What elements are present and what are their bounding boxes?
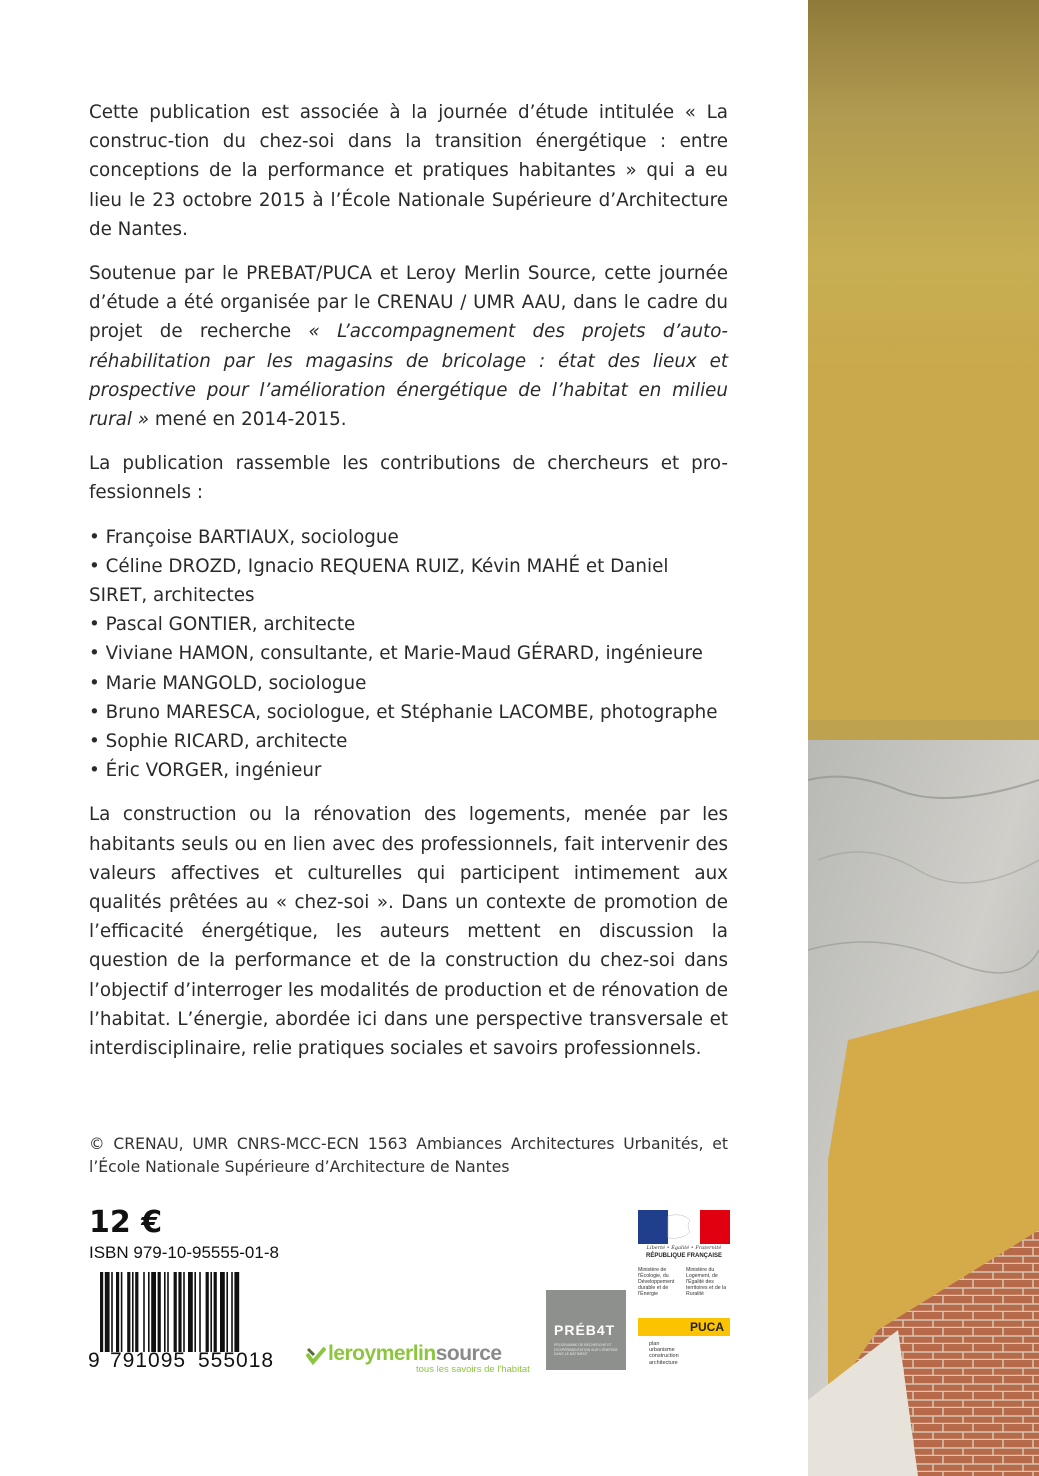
rf-name: RÉPUBLIQUE FRANÇAISE — [645, 1253, 722, 1259]
barcode-bar — [158, 1272, 161, 1352]
intro-paragraph: Cette publication est associée à la journée d’étude intitulée « La construc-tion du chez-soi dans la transition énergétique : entre conceptions de la performance et pratiques habitantes » qui a eu lieu le 23 octobre 2015 à l’École Nationale Supérieure d’Architecture de Nantes. — [89, 102, 728, 240]
lm-name-grey: source — [435, 1342, 502, 1365]
barcode-bar — [100, 1272, 103, 1352]
rf-motto: Liberté • Égalité • Fraternité — [646, 1245, 722, 1251]
project-title: « L’accompagnement des projets d’auto-réhabilitation par les magasins de bricolage : état des lieux et prospective pour l’amélioration énergétique de l’habitat en milieu rural » — [89, 321, 728, 431]
barcode-bar — [132, 1272, 134, 1352]
barcode-bar — [167, 1272, 169, 1352]
support-intro: Soutenue par le PREBAT/PUCA et Leroy Merlin Source, cette journée d’étude a été organisée par le CRENAU / UMR AAU, dans le cadre du projet de recherche — [89, 263, 728, 343]
barcode-bar — [151, 1272, 156, 1352]
cover-photo-strip — [808, 0, 1039, 1476]
ministry-housing: Ministère du Logement, de l'Égalité des territoires et de la Ruralité — [686, 1267, 727, 1297]
barcode-bar — [178, 1272, 181, 1352]
marianne-icon — [638, 1210, 730, 1244]
price: 12 € — [89, 1205, 163, 1240]
ministry-ecology: Ministère de l'Écologie, du Développement durable et de l'Énergie — [638, 1267, 675, 1297]
barcode-digits-left: 791095 — [110, 1349, 187, 1372]
puca-subtitle-line: plan — [649, 1341, 660, 1347]
barcode-bar — [206, 1272, 209, 1352]
barcode-digits-right: 555018 — [198, 1349, 275, 1372]
barcode-bar — [164, 1272, 166, 1352]
list-item: • Sophie RICARD, architecte — [89, 731, 348, 753]
puca-subtitle — [649, 1341, 679, 1366]
barcode-bar — [188, 1272, 193, 1352]
prebat-title: PRÉB4T — [554, 1322, 616, 1338]
barcode-bar — [214, 1272, 217, 1352]
puca-name: PUCA — [689, 1320, 724, 1334]
barcode-bar — [183, 1272, 185, 1352]
barcode-digit-first: 9 — [88, 1349, 101, 1372]
barcode-bar — [226, 1272, 228, 1352]
barcode-bar — [116, 1272, 119, 1352]
puca-logo — [638, 1318, 730, 1336]
barcode-bar — [111, 1272, 113, 1352]
back-cover-text — [89, 98, 728, 1078]
summary-paragraph: La construction ou la rénovation des logements, menée par les habitants seuls ou en lien avec des professionnels, fait intervenir des valeurs affectives et culturelles qui participent intimement aux qualités prêtées au « chez-soi ». Dans un contexte de promotion de l’efficacité énergétique, les auteurs mettent en discussion la question de la performance et de la construction du chez-soi dans l’objectif d’interroger les modalités de production et de rénovation de l’habitat. L’énergie, abordée ici dans une perspective transversale et interdisciplinaire, relie pratiques sociales et savoirs professionnels. — [89, 804, 728, 1060]
list-item: • Marie MANGOLD, sociologue — [89, 672, 367, 694]
barcode-bar — [234, 1272, 239, 1352]
barcode-bar — [148, 1272, 150, 1352]
copyright-notice: © CRENAU, UMR CNRS-MCC-ECN 1563 Ambiances Architectures Urbanités, et l’École Nationale Supérieure d’Architecture de Nantes — [89, 1135, 728, 1176]
lm-name-green: leroymerlin — [328, 1342, 436, 1365]
list-item: • Pascal GONTIER, architecte — [89, 614, 356, 636]
list-item: • Céline DROZD, Ignacio REQUENA RUIZ, Kévin MAHÉ et Daniel SIRET, architectes — [89, 555, 669, 607]
prebat-logo — [546, 1290, 626, 1370]
list-item: • Bruno MARESCA, sociologue, et Stéphanie LACOMBE, photographe — [89, 701, 718, 723]
puca-subtitle-line: construction — [649, 1353, 679, 1360]
list-item: • Éric VORGER, ingénieur — [89, 760, 322, 782]
barcode-bar — [174, 1272, 177, 1352]
prebat-subtitle: PROGRAMME DE RECHERCHE ET D'EXPÉRIMENTATION SUR L'ÉNERGIE DANS LE BÂTIMENT — [554, 1343, 618, 1356]
barcode-bar — [143, 1272, 145, 1352]
barcode-bar — [220, 1272, 225, 1352]
list-item: • Françoise BARTIAUX, sociologue — [89, 526, 399, 548]
list-item: • Viviane HAMON, consultante, et Marie-Maud GÉRARD, ingénieure — [89, 643, 703, 665]
contributors-intro: La publication rassemble les contributions de chercheurs et pro-fessionnels : — [89, 453, 728, 504]
support-paragraph — [89, 259, 728, 434]
barcode-bar — [194, 1272, 196, 1352]
barcode-bar — [127, 1272, 130, 1352]
puca-subtitle-line: architecture — [649, 1359, 678, 1366]
barcode-bar — [210, 1272, 212, 1352]
barcode — [100, 1272, 282, 1352]
barcode-bar — [135, 1272, 138, 1352]
barcode-bar — [105, 1272, 110, 1352]
lm-tagline: tous les savoirs de l'habitat — [416, 1364, 530, 1375]
barcode-bar — [121, 1272, 123, 1352]
barcode-bar — [199, 1272, 201, 1352]
barcode-bar — [231, 1272, 233, 1352]
isbn: ISBN 979-10-95555-01-8 — [89, 1243, 279, 1262]
leroy-merlin-mark-icon — [306, 1345, 326, 1365]
contributors-list — [89, 523, 728, 786]
support-end: mené en 2014-2015. — [154, 409, 347, 431]
leroy-merlin-source-logo — [306, 1342, 530, 1382]
puca-subtitle-line: urbanisme — [649, 1347, 675, 1354]
